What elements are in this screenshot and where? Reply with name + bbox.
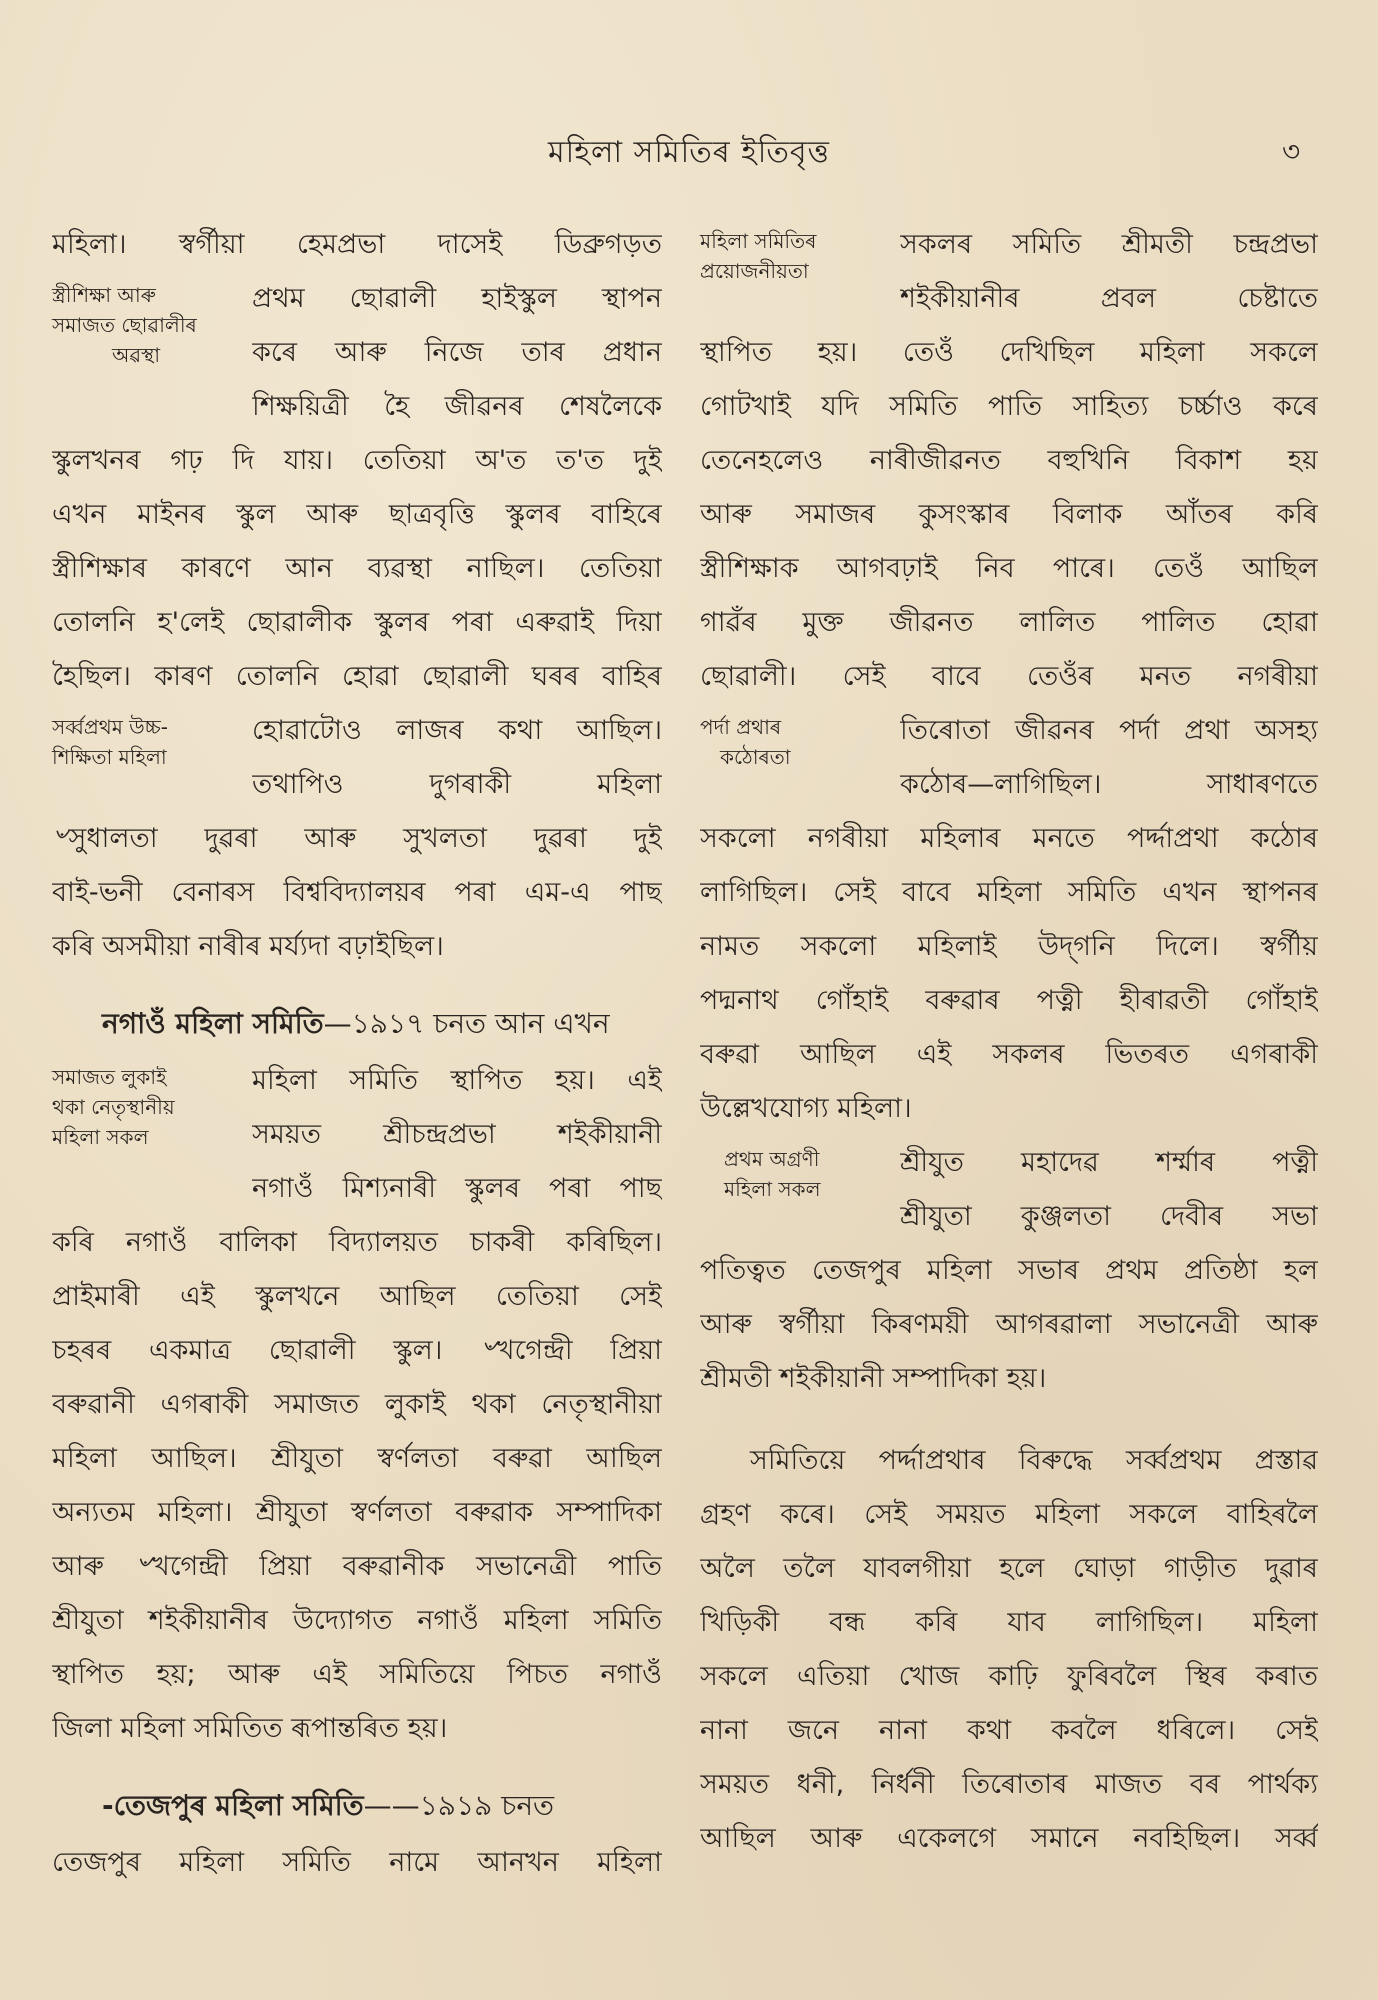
text-line: স্থাপিত হয়। তেওঁ দেখিছিল মহিলা সকলে [700, 337, 1318, 368]
text-line: চহৰৰ একমাত্ৰ ছোৱালী স্কুল। ৺খগেন্দ্ৰী প্ৰিয়া [52, 1335, 662, 1366]
margin-note-line: পৰ্দা প্ৰথাৰ [700, 715, 782, 739]
text-line: তোলনি হ'লেই ছোৱালীক স্কুলৰ পৰা এৰুৱাই দিয়া [52, 607, 662, 638]
text-line: গাৱঁৰ মুক্ত জীৱনত লালিত পালিত হোৱা [700, 607, 1318, 638]
text-line: শ্ৰীযুত মহাদেৱ শৰ্ম্মাৰ পত্নী [900, 1147, 1318, 1178]
section-heading-title: নগাওঁ মহিলা সমিতি [102, 1007, 324, 1040]
text-line: তথাপিও দুগৰাকী মহিলা [252, 769, 662, 800]
text-line: ৺সুধালতা দুৱৰা আৰু সুখলতা দুৱৰা দুই [52, 823, 662, 854]
inset-text [900, 218, 1318, 326]
margin-note-line: কঠোৰতা [720, 745, 791, 769]
section-heading-text: ——১৯১৯ চনত [363, 1789, 555, 1822]
text-line: কৰে আৰু নিজে তাৰ প্ৰধান [252, 337, 662, 368]
margin-note-line: থকা নেতৃস্থানীয় [52, 1095, 175, 1119]
text-line: হোৱাটোও লাজৰ কথা আছিল। [252, 715, 662, 746]
text-line: সকলো নগৰীয়া মহিলাৰ মনতে পৰ্দ্দাপ্ৰথা কঠোৰ [700, 823, 1318, 854]
text-line: তিৰোতা জীৱনৰ পৰ্দা প্ৰথা অসহ্য [900, 715, 1318, 746]
left-column [52, 218, 662, 1890]
text-line: আৰু সমাজৰ কুসংস্কাৰ বিলাক আঁতৰ কৰি [700, 499, 1318, 530]
section-heading [52, 1776, 662, 1836]
text-line: অন্যতম মহিলা। শ্ৰীযুতা স্বৰ্ণলতা বৰুৱাক সম্পাদিকা [52, 1497, 662, 1528]
text-line: কঠোৰ—লাগিছিল। সাধাৰণতে [900, 769, 1318, 800]
sidenote-block [700, 218, 1318, 326]
text-line: নানা জনে নানা কথা কবলৈ ধৰিলে। সেই [700, 1715, 1318, 1746]
inset-text [252, 272, 662, 434]
margin-note-line: প্ৰথম অগ্ৰণী [724, 1147, 820, 1171]
text-line: গোটখাই যদি সমিতি পাতি সাহিত্য চৰ্চ্চাও কৰে [700, 391, 1318, 422]
margin-note [52, 272, 252, 434]
text-line: শ্ৰীযুতা কুঞ্জলতা দেবীৰ সভা [900, 1201, 1318, 1232]
sidenote-block [52, 704, 662, 812]
text-line: খিড়িকী বন্ধ কৰি যাব লাগিছিল। মহিলা [700, 1607, 1318, 1638]
inset-text [252, 704, 662, 812]
text-line: বৰুৱা আছিল এই সকলৰ ভিতৰত এগৰাকী [700, 1039, 1318, 1070]
text-line: স্কুলখনৰ গঢ় দি যায়। তেতিয়া অ'ত ত'ত দুই [52, 445, 662, 476]
text-line: উল্লেখযোগ্য মহিলা। [700, 1093, 912, 1124]
text-line: বৰুৱানী এগৰাকী সমাজত লুকাই থকা নেতৃস্থানীয়া [52, 1389, 662, 1420]
text-line: গ্ৰহণ কৰে। সেই সময়ত মহিলা সকলে বাহিৰলৈ [700, 1499, 1318, 1530]
section-heading [52, 994, 662, 1054]
margin-note-line: প্ৰয়োজনীয়তা [700, 259, 809, 283]
text-line: ছোৱালী। সেই বাবে তেওঁৰ মনত নগৰীয়া [700, 661, 1318, 692]
sidenote-block [52, 1054, 662, 1216]
text-line: মহিলা সমিতি স্থাপিত হয়। এই [252, 1065, 662, 1096]
section-heading-title: -তেজপুৰ মহিলা সমিতি [102, 1789, 364, 1822]
text-line: শ্ৰীমতী শইকীয়ানী সম্পাদিকা হয়। [700, 1363, 1047, 1394]
sidenote-block [700, 704, 1318, 812]
text-line: জিলা মহিলা সমিতিত ৰূপান্তৰিত হয়। [52, 1713, 448, 1744]
margin-note [700, 218, 900, 326]
text-line: এখন মাইনৰ স্কুল আৰু ছাত্ৰবৃত্তি স্কুলৰ বাহিৰে [52, 499, 662, 530]
margin-note-line: মহিলা সকল [52, 1125, 149, 1149]
margin-note-line: মহিলা সমিতিৰ [700, 229, 817, 253]
text-line: স্থাপিত হয়; আৰু এই সমিতিয়ে পিচত নগাওঁ [52, 1659, 662, 1690]
margin-note [52, 1054, 252, 1216]
inset-text [900, 1136, 1318, 1244]
text-line: সকলে এতিয়া খোজ কাঢ়ি ফুৰিবলৈ স্থিৰ কৰাত [700, 1661, 1318, 1692]
text-line: লাগিছিল। সেই বাবে মহিলা সমিতি এখন স্থাপনৰ [700, 877, 1318, 908]
text-line: কৰি অসমীয়া নাৰীৰ মৰ্য্যদা বঢ়াইছিল। [52, 931, 444, 962]
text-line: শিক্ষয়িত্ৰী হৈ জীৱনৰ শেষলৈকে [252, 391, 662, 422]
text-line: তেনেহলেও নাৰীজীৱনত বহুখিনি বিকাশ হয় [700, 445, 1318, 476]
text-line: স্ত্ৰীশিক্ষাক আগবঢ়াই নিব পাৰে। তেওঁ আছিল [700, 553, 1318, 584]
text-line: শ্ৰীযুতা শইকীয়ানীৰ উদ্যোগত নগাওঁ মহিলা সমিতি [52, 1605, 662, 1636]
text-line: নগাওঁ মিশ্যনাৰী স্কুলৰ পৰা পাছ [252, 1173, 662, 1204]
margin-note-line: সমাজত ছোৱালীৰ [52, 313, 197, 337]
text-line: আৰু ৺খগেন্দ্ৰী প্ৰিয়া বৰুৱানীক সভানেত্ৰী পাতি [52, 1551, 662, 1582]
text-line: মহিলা। স্বৰ্গীয়া হেমপ্ৰভা দাসেই ডিব্ৰুগড়ত [52, 229, 662, 260]
text-line: অলৈ তলৈ যাবলগীয়া হলে ঘোড়া গাড়ীত দুৱাৰ [700, 1553, 1318, 1584]
margin-note-line: শিক্ষিতা মহিলা [52, 745, 167, 769]
section-heading-text: —১৯১৭ চনত আন এখন [323, 1007, 610, 1040]
right-column [700, 218, 1318, 1866]
margin-note [700, 1136, 900, 1244]
text-line: কৰি নগাওঁ বালিকা বিদ্যালয়ত চাকৰী কৰিছিল। [52, 1227, 662, 1258]
margin-note-line: সমাজত লুকাই [52, 1065, 167, 1089]
inset-text [252, 1054, 662, 1216]
text-line: প্ৰাইমাৰী এই স্কুলখনে আছিল তেতিয়া সেই [52, 1281, 662, 1312]
text-line: নামত সকলো মহিলাই উদ্‌গনি দিলে। স্বৰ্গীয় [700, 931, 1318, 962]
paragraph-gap [700, 1406, 1318, 1434]
margin-note-line: অৱস্থা [112, 343, 161, 367]
text-line: মহিলা আছিল। শ্ৰীযুতা স্বৰ্ণলতা বৰুৱা আছিল [52, 1443, 662, 1474]
text-line: বাই-ভনী বেনাৰস বিশ্ববিদ্যালয়ৰ পৰা এম-এ পাছ [52, 877, 662, 908]
sidenote-block [52, 272, 662, 434]
text-line: তেজপুৰ মহিলা সমিতি নামে আনখন মহিলা [52, 1847, 662, 1878]
sidenote-block [700, 1136, 1318, 1244]
inset-text [900, 704, 1318, 812]
text-line: শইকীয়ানীৰ প্ৰবল চেষ্টাতে [900, 283, 1318, 314]
text-line: আছিল আৰু একেলগে সমানে নবহিছিল। সৰ্ব্ব [700, 1823, 1318, 1854]
text-line: পতিত্বত তেজপুৰ মহিলা সভাৰ প্ৰথম প্ৰতিষ্ঠা হল [700, 1255, 1318, 1286]
text-line: সময়ত শ্ৰীচন্দ্ৰপ্ৰভা শইকীয়ানী [252, 1119, 662, 1150]
running-header-title: মহিলা সমিতিৰ ইতিবৃত্ত [547, 135, 831, 170]
margin-note [52, 704, 252, 812]
text-line: হৈছিল। কাৰণ তোলনি হোৱা ছোৱালী ঘৰৰ বাহিৰ [52, 661, 662, 692]
text-line: সমিতিয়ে পৰ্দ্দাপ্ৰথাৰ বিৰুদ্ধে সৰ্ব্বপ্ৰথম প্ৰস্তাৱ [750, 1445, 1318, 1476]
margin-note-line: মহিলা সকল [724, 1177, 821, 1201]
text-line: প্ৰথম ছোৱালী হাইস্কুল স্থাপন [252, 283, 662, 314]
page-number: ৩ [1282, 135, 1301, 168]
margin-note-line: সৰ্ব্বপ্ৰথম উচ্চ- [52, 715, 169, 739]
margin-note-line: স্ত্ৰীশিক্ষা আৰু [52, 283, 156, 307]
text-line: সময়ত ধনী, নিৰ্ধনী তিৰোতাৰ মাজত বৰ পাৰ্থক্য [700, 1769, 1318, 1800]
margin-note [700, 704, 900, 812]
text-line: আৰু স্বৰ্গীয়া কিৰণময়ী আগৰৱালা সভানেত্ৰী আৰু [700, 1309, 1318, 1340]
text-line: স্ত্ৰীশিক্ষাৰ কাৰণে আন ব্যৱস্থা নাছিল। তেতিয়া [52, 553, 662, 584]
text-line: পদ্মনাথ গোঁহাই বৰুৱাৰ পত্নী হীৰাৱতী গোঁহাই [700, 985, 1318, 1016]
text-line: সকলৰ সমিতি শ্ৰীমতী চন্দ্ৰপ্ৰভা [900, 229, 1318, 260]
